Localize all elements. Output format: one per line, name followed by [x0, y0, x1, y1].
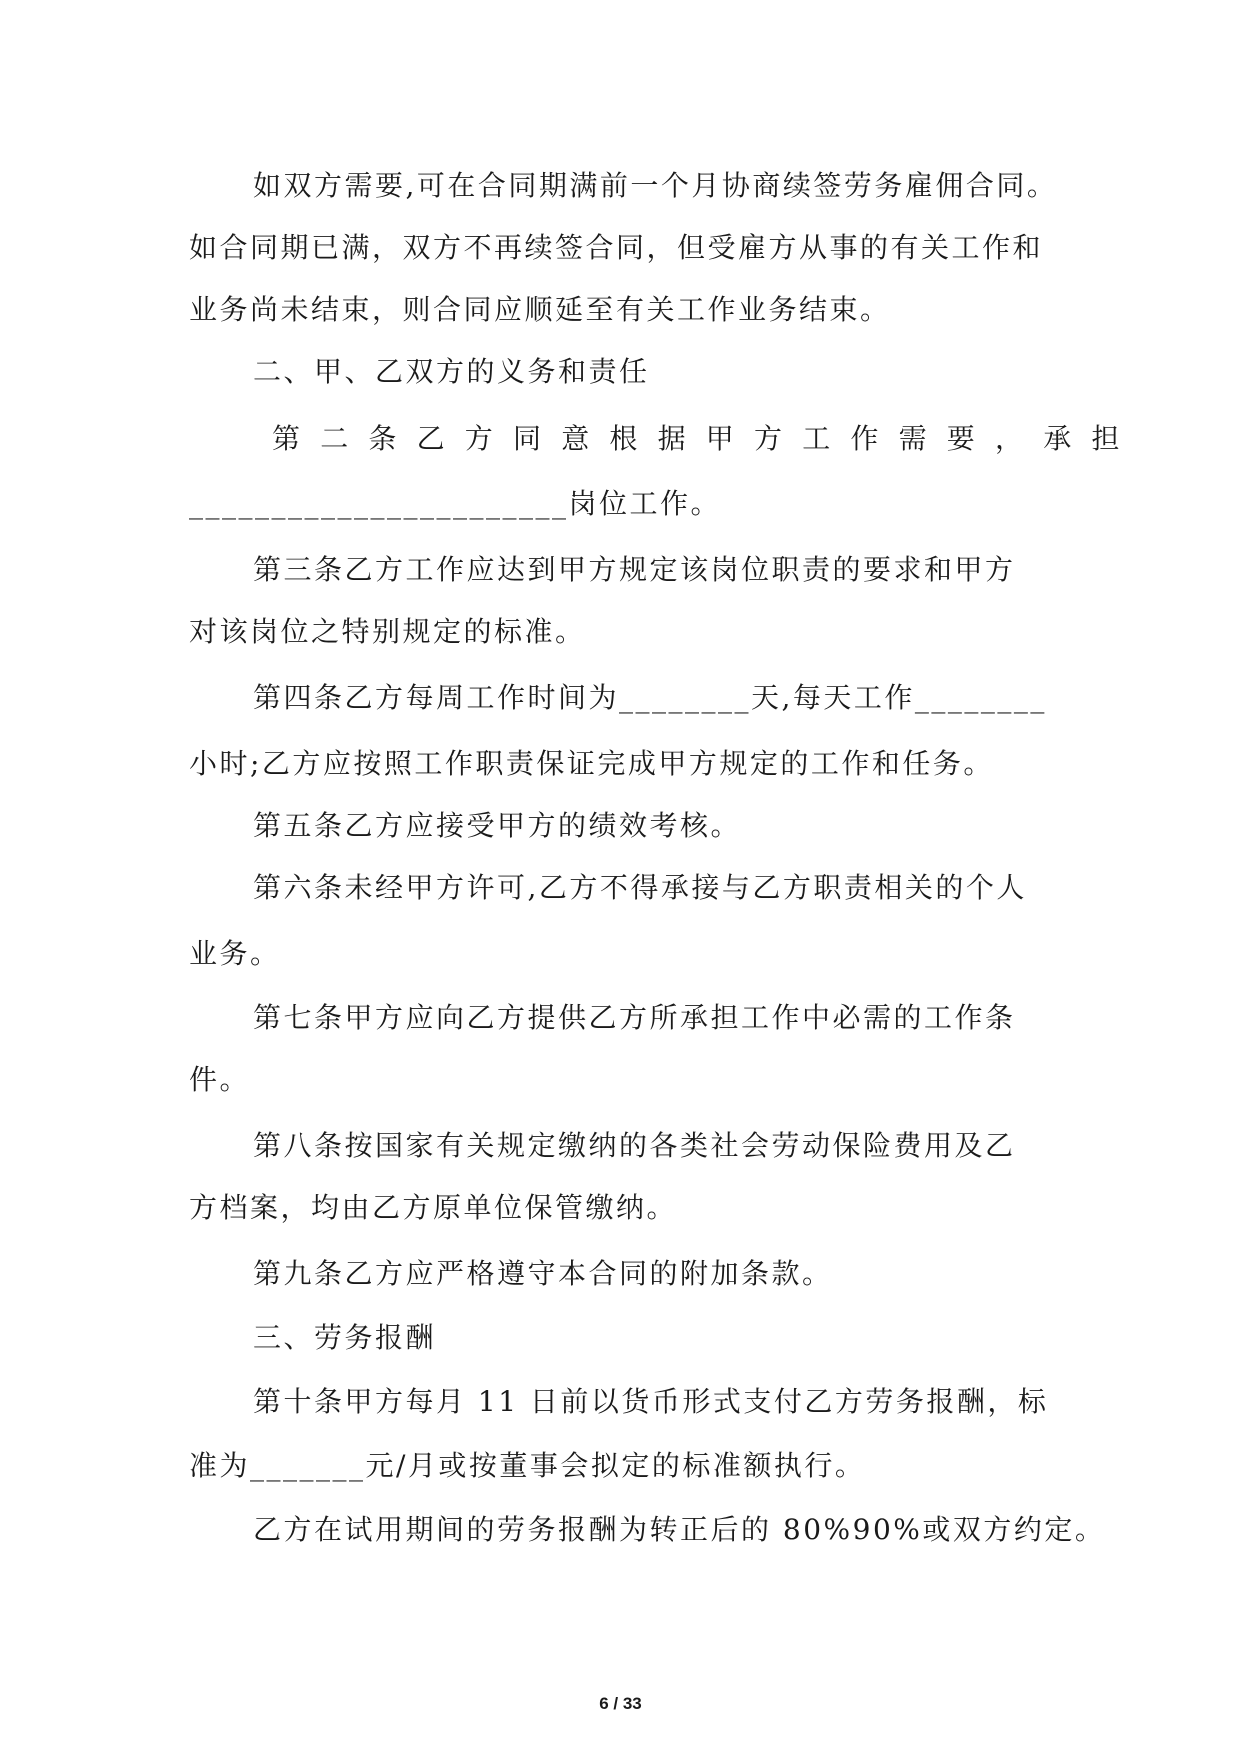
paragraph-line: 业务尚未结束，则合同应顺延至有关工作业务结束。: [189, 293, 891, 326]
paragraph-line: _______________________岗位工作。: [189, 487, 722, 520]
paragraph-line: 第八条按国家有关规定缴纳的各类社会劳动保险费用及乙: [253, 1129, 1016, 1162]
paragraph-line: 第六条未经甲方许可,乙方不得承接与乙方职责相关的个人: [253, 871, 1027, 904]
paragraph-line: 业务。: [189, 937, 281, 970]
paragraph-line: 第五条乙方应接受甲方的绩效考核。: [253, 809, 742, 842]
paragraph-line: 件。: [189, 1063, 251, 1096]
paragraph-line: 第二条乙方同意根据甲方工作需要，承担: [272, 422, 1140, 455]
paragraph-line: 小时;乙方应按照工作职责保证完成甲方规定的工作和任务。: [189, 747, 994, 780]
section-heading: 二、甲、乙双方的义务和责任: [253, 355, 650, 388]
paragraph-line: 乙方在试用期间的劳务报酬为转正后的 80%90%或双方约定。: [253, 1513, 1106, 1546]
paragraph-line: 第九条乙方应严格遵守本合同的附加条款。: [253, 1257, 833, 1290]
paragraph-line: 第四条乙方每周工作时间为________天,每天工作________: [253, 681, 1047, 714]
paragraph-line: 方档案，均由乙方原单位保管缴纳。: [189, 1191, 678, 1224]
paragraph-line: 如合同期已满，双方不再续签合同，但受雇方从事的有关工作和: [189, 231, 1044, 264]
paragraph-line: 第十条甲方每月 11 日前以货币形式支付乙方劳务报酬，标: [253, 1385, 1049, 1418]
paragraph-line: 第三条乙方工作应达到甲方规定该岗位职责的要求和甲方: [253, 553, 1016, 586]
paragraph-line: 对该岗位之特别规定的标准。: [189, 615, 586, 648]
paragraph-line: 第七条甲方应向乙方提供乙方所承担工作中必需的工作条: [253, 1001, 1016, 1034]
section-heading: 三、劳务报酬: [253, 1321, 437, 1354]
paragraph-line: 准为_______元/月或按董事会拟定的标准额执行。: [189, 1449, 866, 1482]
paragraph-line: 如双方需要,可在合同期满前一个月协商续签劳务雇佣合同。: [253, 169, 1058, 202]
page-number: 6 / 33: [599, 1694, 642, 1713]
